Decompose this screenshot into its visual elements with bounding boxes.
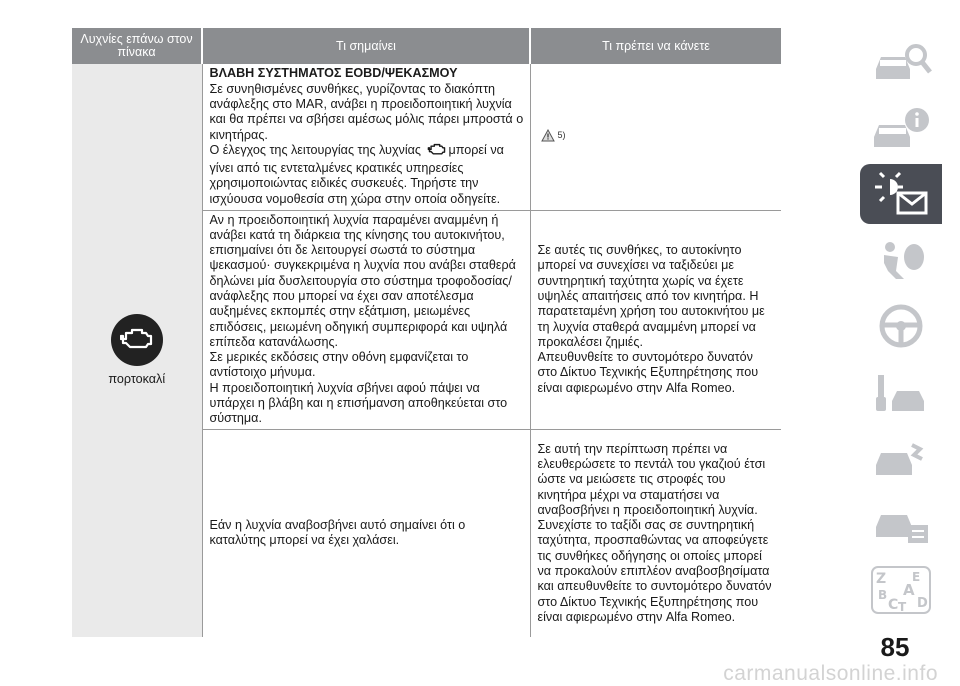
meaning-text: Σε συνηθισμένες συνθήκες, γυρίζοντας το διακόπτη ανάφλεξης στο MAR, ανάβει η προειδοποιητική λυχνία και θα πρέπει να σβήσει αμέσως μόλις πάρει μπροστά ο κινητήρας. bbox=[209, 81, 524, 142]
svg-text:T: T bbox=[898, 600, 907, 614]
car-info-icon[interactable] bbox=[860, 98, 942, 158]
meaning-text: Σε μερικές εκδόσεις στην οθόνη εμφανίζεται το αντίστοιχο μήνυμα. bbox=[209, 350, 469, 380]
warning-light-message-icon[interactable] bbox=[860, 164, 942, 224]
meaning-text: Η προειδοποιητική λυχνία σβήνει αφού πάψει να υπάρχει η βλάβη και η επισήμανση αποθηκεύεται στο σύστημα. bbox=[209, 380, 508, 426]
alphabetical-index-icon[interactable] bbox=[860, 560, 942, 620]
car-breakdown-icon[interactable] bbox=[860, 428, 942, 488]
warning-lights-table bbox=[72, 28, 781, 637]
watermark: carmanualsonline.info bbox=[723, 662, 938, 685]
engine-check-icon bbox=[111, 314, 163, 366]
svg-text:D: D bbox=[917, 596, 928, 611]
svg-text:Z: Z bbox=[876, 571, 887, 587]
svg-text:E: E bbox=[912, 570, 921, 584]
page-number: 85 bbox=[880, 632, 910, 662]
lamp-cell bbox=[72, 64, 202, 637]
chapter-sidebar bbox=[860, 32, 942, 626]
action-text: Σε αυτές τις συνθήκες, το αυτοκίνητο μπορεί να συνεχίσει να ταξιδεύει με συντηρητική ταχύτητα χωρίς να έχετε υψηλές απαιτήσεις από τον κινητήρα. Η παρατεταμένη χρήση του αυτοκινήτου με τη λυχνία σταθερά αναμμένη μπορεί να προκαλέσει ζημιές. bbox=[537, 243, 765, 349]
meaning-cell-1 bbox=[202, 64, 530, 210]
header-meaning: Τι σημαίνει bbox=[202, 28, 530, 64]
engine-check-icon bbox=[426, 143, 448, 161]
airbag-icon[interactable] bbox=[860, 230, 942, 290]
header-action: Τι πρέπει να κάνετε bbox=[530, 28, 781, 64]
meaning-cell-3: Εάν η λυχνία αναβοσβήνει αυτό σημαίνει ότι ο καταλύτης μπορεί να έχει χαλάσει. bbox=[202, 429, 530, 637]
warning-reference-number: 5) bbox=[557, 129, 566, 140]
table-header-row bbox=[72, 28, 781, 64]
header-lamps: Λυχνίες επάνω στον πίνακα bbox=[72, 28, 202, 64]
svg-text:B: B bbox=[878, 588, 888, 602]
svg-text:C: C bbox=[888, 597, 899, 613]
action-text: Απευθυνθείτε το συντομότερο δυνατόν στο Δίκτυο Τεχνικής Εξυπηρέτησης που είναι αφιερωμένο στην Alfa Romeo. bbox=[537, 350, 759, 395]
table-row bbox=[72, 64, 781, 210]
car-search-icon[interactable] bbox=[860, 32, 942, 92]
svg-text:A: A bbox=[903, 581, 915, 599]
warning-reference bbox=[541, 128, 566, 143]
meaning-text: Αν η προειδοποιητική λυχνία παραμένει αναμμένη ή ανάβει κατά τη διάρκεια της κίνησης του αυτοκινήτου, επισημαίνει ότι δε λειτουργεί σωστά το σύστημα ψεκασμού· συγκεκριμένα η λυχνία που ανάβει σταθερά δηλώνει μία δυσλειτουργία στο σύστημα τροφοδοσίας/ ανάφλεξης που μπορεί να έχει σαν αποτέλεσμα αυξημένες εκπομπές στην εξάτμιση, μειωμένες επιδόσεις, μειωμένη οδηγική συμπεριφορά και υψηλά επίπεδα κατανάλωσης. bbox=[209, 212, 516, 349]
action-cell-3: Σε αυτή την περίπτωση πρέπει να ελευθερώσετε το πεντάλ του γκαζιού έτσι ώστε να μειώσετε τις στροφές του κινητήρα μέχρι να σταματήσει να αναβοσβήνει η προειδοποιητική λυχνία. Συνεχίστε το ταξίδι σας σε συντηρητική ταχύτητα, προσπαθώντας να αποφεύγετε τις συνθήκες οδήγησης οι οποίες μπορεί να προκαλούν επιπλέον αναβοσβησίματα και απευθυνθείτε το συντομότερο δυνατόν στο Δίκτυο Τεχνικής Εξυπηρέτησης που είναι αφιερωμένο στην Alfa Romeo. bbox=[537, 441, 772, 624]
technical-data-icon[interactable] bbox=[860, 494, 942, 554]
car-wrench-icon[interactable] bbox=[860, 362, 942, 422]
fault-title: ΒΛΑΒΗ ΣΥΣΤΗΜΑΤΟΣ EOBD/ΨΕΚΑΣΜΟΥ bbox=[209, 66, 458, 81]
meaning-cell-2 bbox=[202, 210, 530, 429]
action-cell-2 bbox=[530, 210, 781, 429]
meaning-text: Ο έλεγχος της λειτουργίας της λυχνίας μπορεί να γίνει από τις εντεταλμένες κρατικές υπηρεσίες χρησιμοποιώντας ειδικές συσκευές. Τηρήστε την ισχύουσα νομοθεσία στη χώρα στην οποία οδηγείτε. bbox=[209, 142, 504, 206]
action-cell-1 bbox=[530, 64, 781, 210]
warning-triangle-icon bbox=[541, 129, 555, 142]
lamp-color-label: πορτοκαλί bbox=[108, 371, 166, 386]
steering-wheel-icon[interactable] bbox=[860, 296, 942, 356]
